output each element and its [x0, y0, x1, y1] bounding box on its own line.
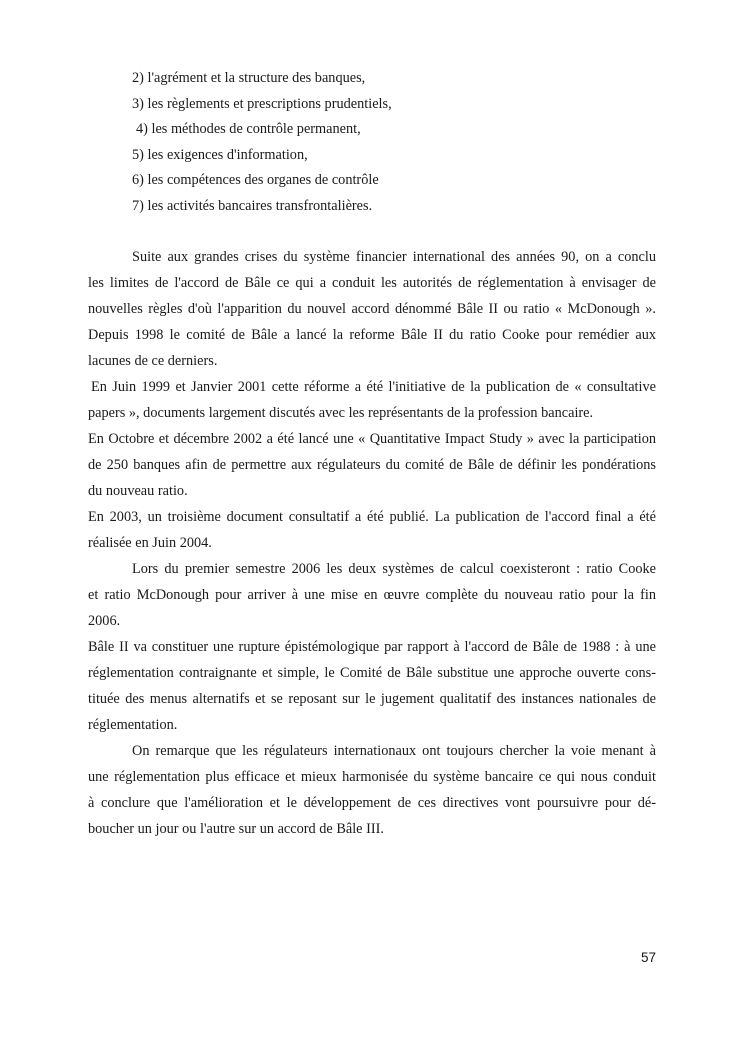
list-item: 5) les exigences d'information, [132, 146, 308, 163]
text-line: de 250 banques afin de permettre aux régulateurs du comité de Bâle de définir les pondérations [88, 457, 656, 473]
list-item: 6) les compétences des organes de contrôle [132, 172, 379, 188]
text-line: réglementation contraignante et simple, le Comité de Bâle substitue une approche ouverte cons- [88, 665, 656, 681]
numbered-list [132, 66, 392, 219]
text-line: Depuis 1998 le comité de Bâle a lancé la reforme Bâle II du ratio Cooke pour remédier aux [88, 327, 656, 343]
text-line: On remarque que les régulateurs internationaux ont toujours chercher la voie menant à [132, 743, 656, 759]
text-line: Suite aux grandes crises du système financier international des années 90, on a conclu [132, 249, 656, 265]
text-line: lacunes de ce derniers. [88, 353, 218, 369]
list-item: 4) les méthodes de contrôle permanent, [136, 121, 361, 137]
text-line: réalisée en Juin 2004. [88, 535, 212, 551]
page-number: 57 [640, 950, 656, 965]
text-line: et ratio McDonough pour arriver à une mise en œuvre complète du nouveau ratio pour la fin [88, 587, 656, 603]
text-line: En Octobre et décembre 2002 a été lancé une « Quantitative Impact Study » avec la participation [88, 431, 656, 447]
text-line: nouvelles règles d'où l'apparition du nouvel accord dénommé Bâle II ou ratio « McDonough ». [88, 301, 656, 317]
text-line: En Juin 1999 et Janvier 2001 cette réforme a été l'initiative de la publication de « consultative [91, 379, 656, 395]
text-line: papers », documents largement discutés avec les représentants de la profession bancaire. [88, 405, 594, 421]
text-line: du nouveau ratio. [88, 483, 188, 499]
text-line: une réglementation plus efficace et mieux harmonisée du système bancaire ce qui nous conduit [88, 769, 656, 785]
text-line: réglementation. [88, 717, 178, 733]
text-line: 2006. [88, 613, 121, 629]
text-line: à conclure que l'amélioration et le développement de ces directives vont poursuivre pour dé- [88, 795, 656, 811]
text-line: Bâle II va constituer une rupture épistémologique par rapport à l'accord de Bâle de 1988 : à une [88, 639, 656, 655]
text-line: boucher un jour ou l'autre sur un accord de Bâle III. [88, 821, 384, 837]
list-item: 3) les règlements et prescriptions prudentiels, [132, 95, 392, 112]
text-line: En 2003, un troisième document consultatif a été publié. La publication de l'accord final a été [88, 509, 656, 525]
text-line: tituée des menus alternatifs et se reposant sur le jugement qualitatif des instances nationales de [88, 691, 656, 707]
text-line: les limites de l'accord de Bâle ce qui a conduit les autorités de réglementation à envisager de [88, 275, 656, 291]
text-line: Lors du premier semestre 2006 les deux systèmes de calcul coexisteront : ratio Cooke [132, 561, 656, 577]
list-item: 7) les activités bancaires transfrontalières. [132, 197, 373, 214]
list-item: 2) l'agrément et la structure des banques, [132, 70, 366, 86]
